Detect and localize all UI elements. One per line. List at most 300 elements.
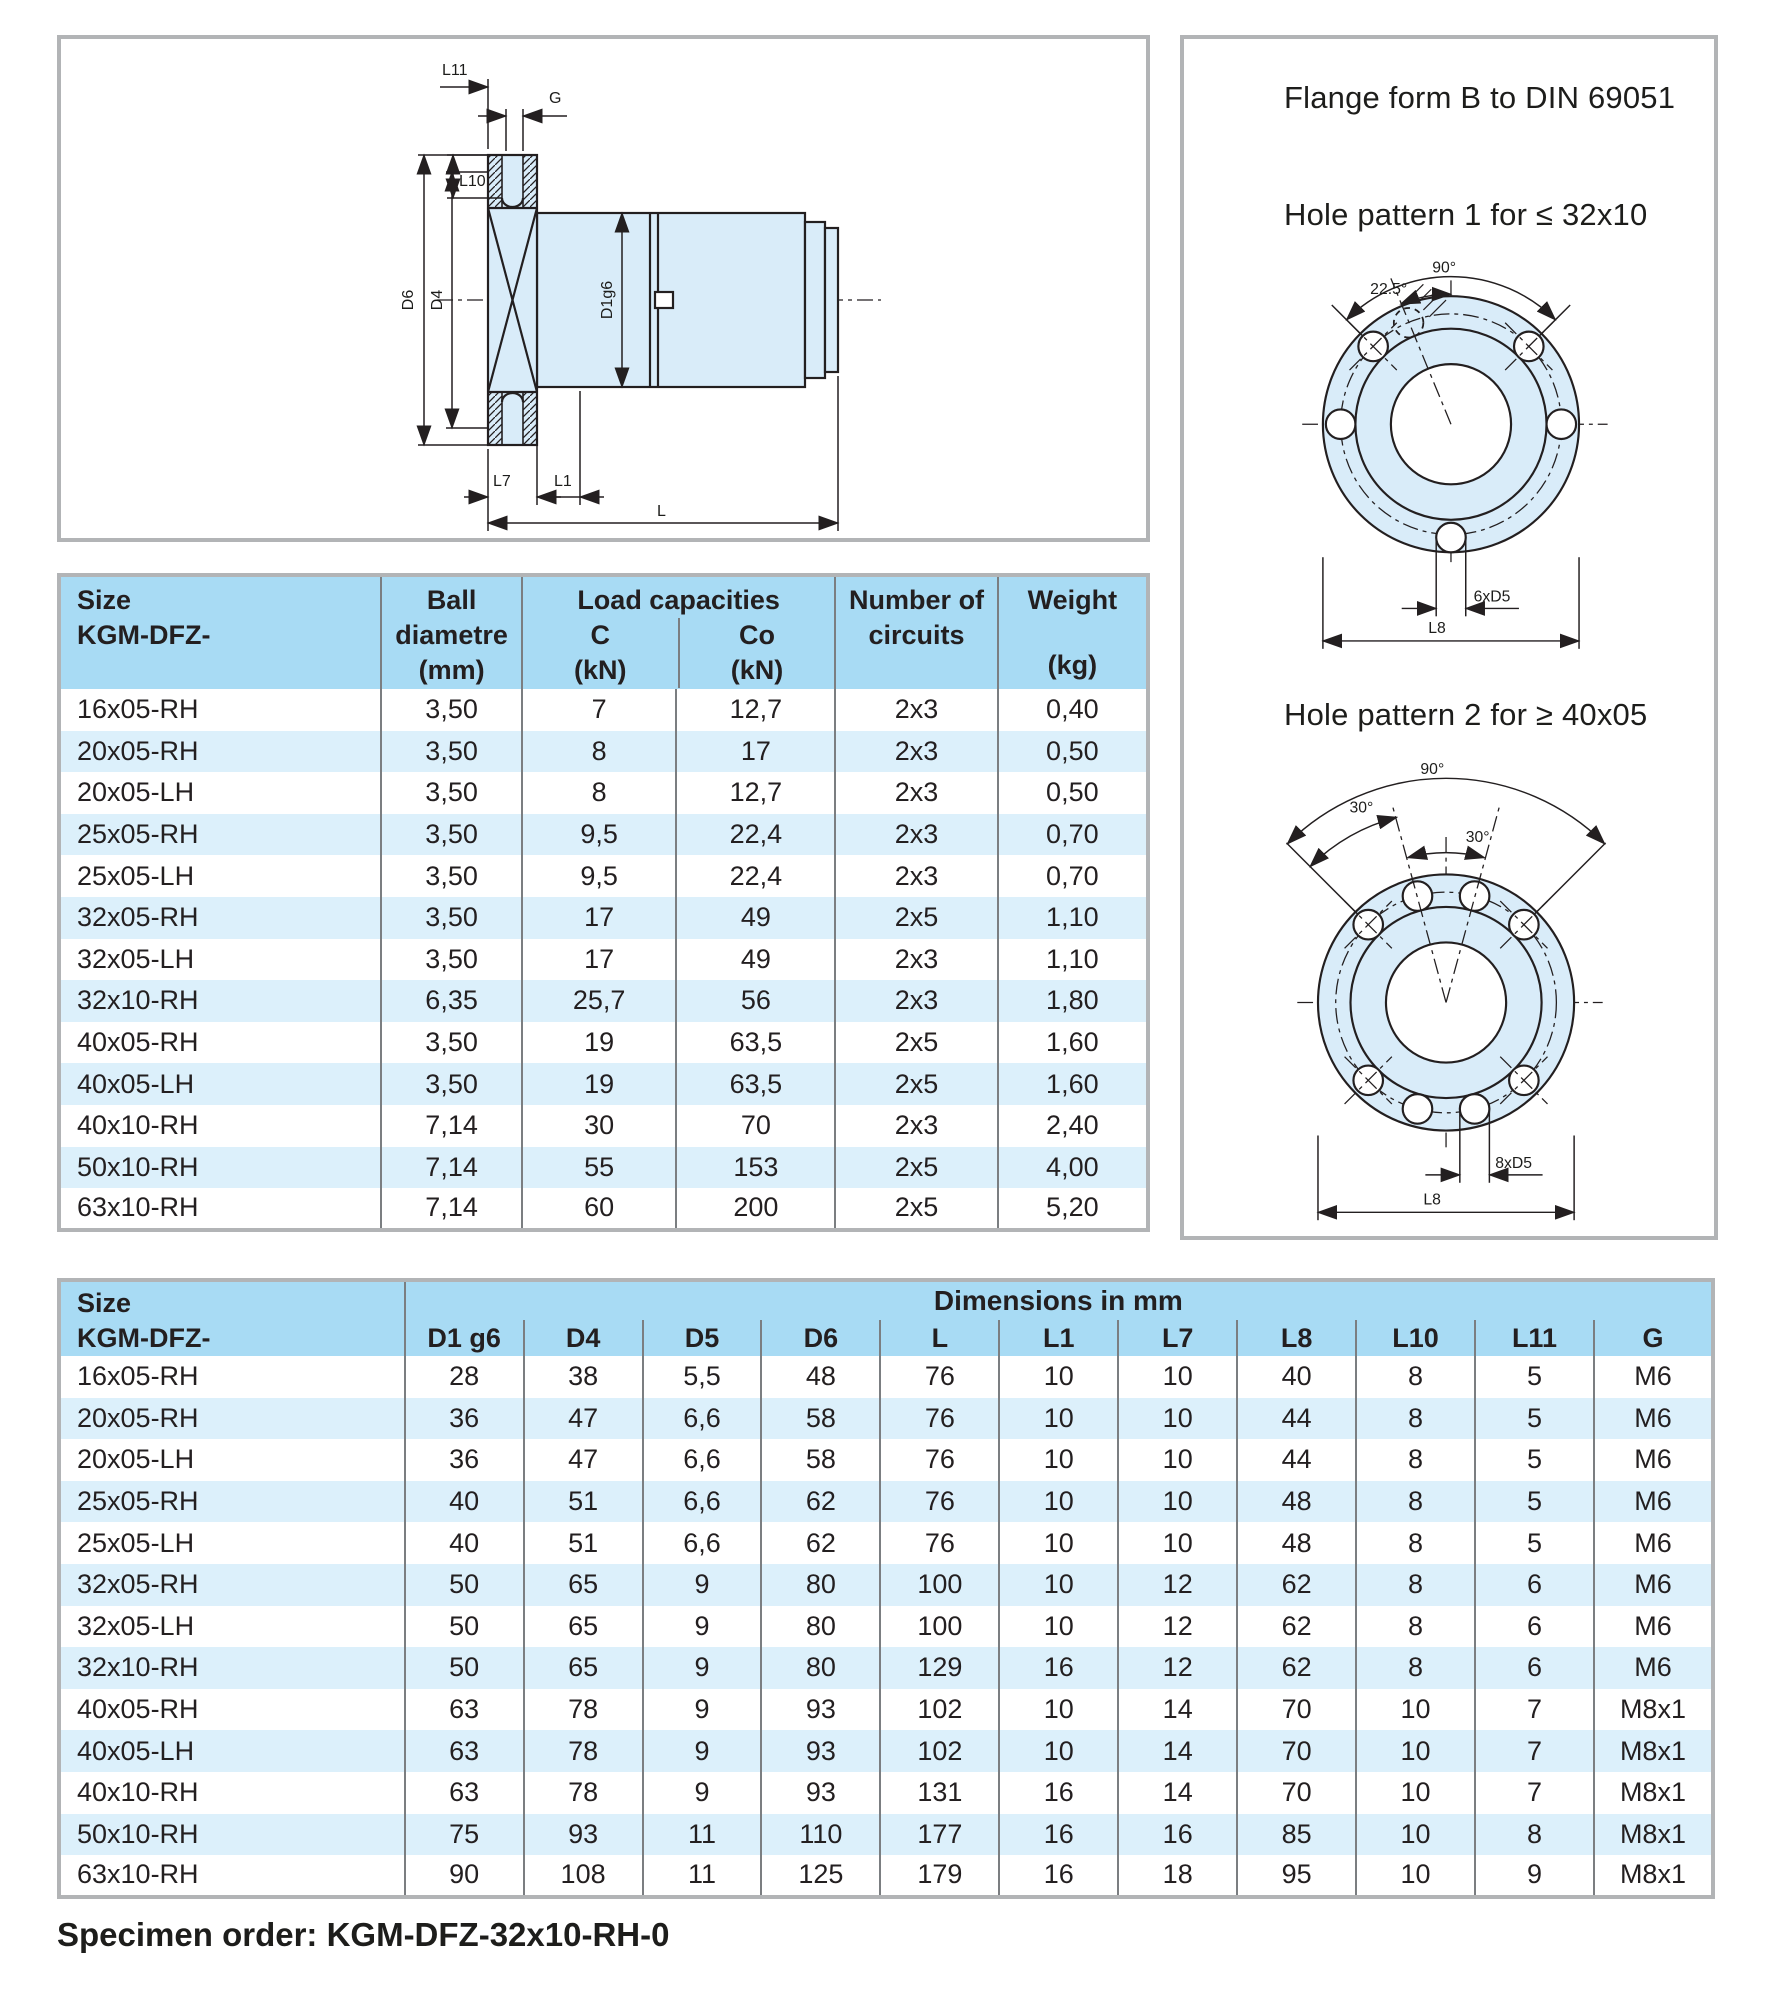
- l7-cell: 12: [1118, 1647, 1237, 1689]
- circuits-cell: 2x3: [835, 980, 997, 1022]
- d6-cell: 110: [761, 1814, 880, 1856]
- l-cell: 129: [880, 1647, 999, 1689]
- table-row: [59, 1439, 1713, 1481]
- weight-cell: 2,40: [998, 1105, 1148, 1147]
- l8-cell: 48: [1237, 1481, 1356, 1523]
- l8-label-p2: L8: [1423, 1191, 1441, 1209]
- ball-diameter-cell: 3,50: [381, 814, 521, 856]
- l10-cell: 8: [1356, 1398, 1475, 1440]
- l1-cell: 16: [999, 1855, 1118, 1897]
- l10-cell: 10: [1356, 1772, 1475, 1814]
- size-cell: 20x05-LH: [77, 1444, 195, 1475]
- circuits-cell: 2x3: [835, 772, 997, 814]
- weight-cell: 0,40: [998, 689, 1148, 731]
- table-row: [59, 1147, 1148, 1189]
- size-cell: 32x10-RH: [77, 985, 199, 1016]
- ball-diameter-cell: 7,14: [381, 1147, 521, 1189]
- d4-cell: 38: [524, 1356, 643, 1398]
- d6-cell: 80: [761, 1647, 880, 1689]
- table-row: [59, 1564, 1713, 1606]
- g-cell: M8x1: [1594, 1814, 1713, 1856]
- l7-cell: 10: [1118, 1398, 1237, 1440]
- l8-label-p1: L8: [1428, 620, 1446, 638]
- hole-pattern-2-heading: Hole pattern 2 for ≥ 40x05: [1284, 697, 1648, 732]
- d6-cell: 58: [761, 1398, 880, 1440]
- load-co-cell: 17: [676, 731, 835, 773]
- l11-cell: 6: [1475, 1647, 1594, 1689]
- l10-cell: 10: [1356, 1814, 1475, 1856]
- d5-cell: 9: [643, 1647, 762, 1689]
- d4-cell: 65: [524, 1606, 643, 1648]
- load-c-cell: 25,7: [522, 980, 677, 1022]
- size-cell: 32x10-RH: [77, 1652, 199, 1683]
- circuits-cell: 2x3: [835, 939, 997, 981]
- d5-cell: 6,6: [643, 1398, 762, 1440]
- weight-cell: 1,10: [998, 897, 1148, 939]
- l8-cell: 95: [1237, 1855, 1356, 1897]
- flange-hole-pattern-panel: [1180, 35, 1718, 1240]
- dim-label-d1g6: D1g6: [599, 280, 616, 320]
- dimension-column-header: L8: [1237, 1320, 1356, 1356]
- l-cell: 76: [880, 1356, 999, 1398]
- l10-cell: 8: [1356, 1522, 1475, 1564]
- l11-cell: 5: [1475, 1439, 1594, 1481]
- l11-cell: 7: [1475, 1772, 1594, 1814]
- load-co-cell: 153: [676, 1147, 835, 1189]
- hole-pattern-2-diagram: [1286, 761, 1605, 1220]
- l8-cell: 70: [1237, 1689, 1356, 1731]
- size-cell: 16x05-RH: [77, 694, 199, 725]
- circuits-cell: 2x3: [835, 689, 997, 731]
- l1-cell: 10: [999, 1606, 1118, 1648]
- end-cap: [825, 228, 838, 372]
- nut-cross-section-drawing: [61, 39, 1146, 538]
- table-row: [59, 1022, 1148, 1064]
- d4-cell: 78: [524, 1772, 643, 1814]
- l-cell: 102: [880, 1730, 999, 1772]
- dimension-column-header: L10: [1356, 1320, 1475, 1356]
- size-cell: 40x10-RH: [77, 1777, 199, 1808]
- l-cell: 76: [880, 1522, 999, 1564]
- load-co-cell: 12,7: [676, 772, 835, 814]
- weight-cell: 5,20: [998, 1188, 1148, 1230]
- ball-diameter-cell: 7,14: [381, 1105, 521, 1147]
- dim-label-l: L: [657, 503, 666, 520]
- l10-cell: 8: [1356, 1606, 1475, 1648]
- dim-label-l10: L10: [459, 173, 486, 190]
- l11-cell: 5: [1475, 1398, 1594, 1440]
- dim-label-d6: D6: [400, 289, 417, 311]
- l7-cell: 12: [1118, 1606, 1237, 1648]
- d1g6-cell: 63: [405, 1772, 524, 1814]
- d1g6-cell: 36: [405, 1398, 524, 1440]
- weight-cell: 0,50: [998, 731, 1148, 773]
- d5-cell: 9: [643, 1772, 762, 1814]
- l-cell: 131: [880, 1772, 999, 1814]
- dim-label-g: G: [549, 90, 562, 107]
- l10-cell: 10: [1356, 1855, 1475, 1897]
- l1-cell: 10: [999, 1730, 1118, 1772]
- d4-cell: 65: [524, 1647, 643, 1689]
- angle-90-label-p2: 90°: [1420, 760, 1445, 778]
- size-cell: 16x05-RH: [77, 1361, 199, 1392]
- load-co-cell: 49: [676, 897, 835, 939]
- hole-pattern-1-diagram: [1302, 260, 1607, 649]
- l7-cell: 10: [1118, 1522, 1237, 1564]
- d6-cell: 80: [761, 1606, 880, 1648]
- key-slot: [655, 292, 673, 308]
- circuits-cell: 2x3: [835, 855, 997, 897]
- size-cell: 63x10-RH: [77, 1192, 199, 1223]
- d4-cell: 51: [524, 1522, 643, 1564]
- ball-diameter-cell: 6,35: [381, 980, 521, 1022]
- l11-cell: 7: [1475, 1730, 1594, 1772]
- table-row: [59, 855, 1148, 897]
- l11-cell: 9: [1475, 1855, 1594, 1897]
- table-row: [59, 1814, 1713, 1856]
- l-cell: 179: [880, 1855, 999, 1897]
- size-cell: 25x05-LH: [77, 860, 195, 891]
- l10-cell: 10: [1356, 1689, 1475, 1731]
- size-cell: 32x05-LH: [77, 1610, 195, 1641]
- d5-cell: 6,6: [643, 1522, 762, 1564]
- table-row: [59, 1063, 1148, 1105]
- g-cell: M6: [1594, 1564, 1713, 1606]
- load-co-cell: 56: [676, 980, 835, 1022]
- l11-cell: 5: [1475, 1522, 1594, 1564]
- size-cell: 20x05-LH: [77, 777, 195, 808]
- header-ball-diameter: Ball diametre (mm): [381, 575, 521, 689]
- table-row: [59, 897, 1148, 939]
- d1g6-cell: 40: [405, 1481, 524, 1523]
- d5-cell: 5,5: [643, 1356, 762, 1398]
- table-row: [59, 1855, 1713, 1897]
- table-row: [59, 1772, 1713, 1814]
- g-cell: M8x1: [1594, 1772, 1713, 1814]
- table-row: [59, 772, 1148, 814]
- l10-cell: 8: [1356, 1647, 1475, 1689]
- size-cell: 25x05-RH: [77, 1486, 199, 1517]
- holes-label-p2: 8xD5: [1495, 1154, 1533, 1172]
- size-cell: 40x05-RH: [77, 1027, 199, 1058]
- l1-cell: 10: [999, 1439, 1118, 1481]
- l8-cell: 62: [1237, 1647, 1356, 1689]
- d5-cell: 6,6: [643, 1439, 762, 1481]
- d6-cell: 93: [761, 1730, 880, 1772]
- ball-diameter-cell: 3,50: [381, 731, 521, 773]
- l-cell: 100: [880, 1606, 999, 1648]
- load-c-cell: 19: [522, 1022, 677, 1064]
- dimension-column-header: G: [1594, 1320, 1713, 1356]
- d4-cell: 47: [524, 1439, 643, 1481]
- header-size-line1: Size: [77, 585, 132, 615]
- g-cell: M6: [1594, 1522, 1713, 1564]
- dimension-column-header: D1 g6: [405, 1320, 524, 1356]
- l1-cell: 10: [999, 1398, 1118, 1440]
- ball-diameter-cell: 3,50: [381, 939, 521, 981]
- l1-cell: 10: [999, 1481, 1118, 1523]
- table-row: [59, 980, 1148, 1022]
- load-c-cell: 30: [522, 1105, 677, 1147]
- table-row: [59, 1105, 1148, 1147]
- d6-cell: 62: [761, 1481, 880, 1523]
- g-cell: M8x1: [1594, 1855, 1713, 1897]
- size-cell: 32x05-RH: [77, 902, 199, 933]
- ball-diameter-cell: 3,50: [381, 689, 521, 731]
- nut-cross-section-panel: [57, 35, 1150, 542]
- l10-cell: 8: [1356, 1564, 1475, 1606]
- weight-cell: 0,70: [998, 855, 1148, 897]
- load-c-cell: 19: [522, 1063, 677, 1105]
- size-cell: 20x05-RH: [77, 1402, 199, 1433]
- d5-cell: 9: [643, 1730, 762, 1772]
- size-cell: 25x05-LH: [77, 1527, 195, 1558]
- ball-diameter-cell: 3,50: [381, 1022, 521, 1064]
- d1g6-cell: 63: [405, 1730, 524, 1772]
- d1g6-cell: 50: [405, 1606, 524, 1648]
- d1g6-cell: 75: [405, 1814, 524, 1856]
- circuits-cell: 2x3: [835, 1105, 997, 1147]
- angle-90-label-p1: 90°: [1432, 259, 1457, 277]
- l1-cell: 10: [999, 1356, 1118, 1398]
- table-row: [59, 1356, 1713, 1398]
- dimension-column-header: D6: [761, 1320, 880, 1356]
- g-cell: M6: [1594, 1398, 1713, 1440]
- d1g6-cell: 28: [405, 1356, 524, 1398]
- d6-cell: 58: [761, 1439, 880, 1481]
- flange-form-title: Flange form B to DIN 69051: [1284, 80, 1676, 115]
- load-c-cell: 55: [522, 1147, 677, 1189]
- d1g6-cell: 50: [405, 1647, 524, 1689]
- l10-cell: 8: [1356, 1356, 1475, 1398]
- l7-cell: 18: [1118, 1855, 1237, 1897]
- circuits-cell: 2x3: [835, 731, 997, 773]
- circuits-cell: 2x3: [835, 814, 997, 856]
- weight-cell: 4,00: [998, 1147, 1148, 1189]
- l-cell: 76: [880, 1481, 999, 1523]
- size-cell: 32x05-LH: [77, 943, 195, 974]
- d5-cell: 9: [643, 1689, 762, 1731]
- table-row: [59, 689, 1148, 731]
- weight-cell: 0,50: [998, 772, 1148, 814]
- size-cell: 20x05-RH: [77, 735, 199, 766]
- header-circuits: Number of circuits: [835, 575, 997, 689]
- d6-cell: 48: [761, 1356, 880, 1398]
- specimen-order-text: Specimen order: KGM-DFZ-32x10-RH-0: [57, 1916, 670, 1953]
- size-cell: 50x10-RH: [77, 1818, 199, 1849]
- d6-cell: 62: [761, 1522, 880, 1564]
- circuits-cell: 2x5: [835, 1188, 997, 1230]
- l1-cell: 16: [999, 1814, 1118, 1856]
- hole-pattern-diagrams: [1184, 39, 1714, 1236]
- dimension-column-header: L7: [1118, 1320, 1237, 1356]
- load-co-cell: 49: [676, 939, 835, 981]
- l8-cell: 70: [1237, 1730, 1356, 1772]
- d1g6-cell: 36: [405, 1439, 524, 1481]
- weight-cell: 1,10: [998, 939, 1148, 981]
- g-cell: M6: [1594, 1606, 1713, 1648]
- load-c-cell: 60: [522, 1188, 677, 1230]
- l8-cell: 62: [1237, 1606, 1356, 1648]
- size-cell: 40x10-RH: [77, 1110, 199, 1141]
- l10-cell: 8: [1356, 1439, 1475, 1481]
- weight-cell: 1,80: [998, 980, 1148, 1022]
- l8-cell: 48: [1237, 1522, 1356, 1564]
- load-co-cell: 63,5: [676, 1022, 835, 1064]
- load-c-cell: 8: [522, 731, 677, 773]
- d6-cell: 80: [761, 1564, 880, 1606]
- header-load-capacities: Load capacities C (kN) Co (kN): [522, 575, 836, 689]
- ball-diameter-cell: 3,50: [381, 772, 521, 814]
- header-size-line2: KGM-DFZ-: [77, 620, 211, 650]
- l1-cell: 10: [999, 1689, 1118, 1731]
- ball-diameter-cell: 7,14: [381, 1188, 521, 1230]
- load-co-cell: 22,4: [676, 814, 835, 856]
- load-c-cell: 7: [522, 689, 677, 731]
- size-cell: 50x10-RH: [77, 1151, 199, 1182]
- table-row: [59, 814, 1148, 856]
- header-dimensions: Dimensions in mm: [405, 1280, 1713, 1320]
- circuits-cell: 2x5: [835, 1063, 997, 1105]
- l11-cell: 7: [1475, 1689, 1594, 1731]
- table-row: [59, 1647, 1713, 1689]
- d1g6-cell: 90: [405, 1855, 524, 1897]
- size-cell: 40x05-LH: [77, 1735, 195, 1766]
- l11-cell: 6: [1475, 1606, 1594, 1648]
- g-cell: M6: [1594, 1647, 1713, 1689]
- load-co-cell: 63,5: [676, 1063, 835, 1105]
- l11-cell: 5: [1475, 1481, 1594, 1523]
- l1-cell: 16: [999, 1647, 1118, 1689]
- dim-label-l11: L11: [442, 62, 468, 79]
- l11-cell: 8: [1475, 1814, 1594, 1856]
- d1g6-cell: 63: [405, 1689, 524, 1731]
- dimension-column-header: L1: [999, 1320, 1118, 1356]
- table-row: [59, 1398, 1713, 1440]
- l-cell: 76: [880, 1398, 999, 1440]
- angle-225-label: 22.5°: [1370, 281, 1408, 299]
- table-row: [59, 1188, 1148, 1230]
- circuits-cell: 2x5: [835, 897, 997, 939]
- l11-cell: 6: [1475, 1564, 1594, 1606]
- angle-30-right-label: 30°: [1465, 828, 1490, 846]
- l7-cell: 14: [1118, 1730, 1237, 1772]
- weight-cell: 1,60: [998, 1063, 1148, 1105]
- size-cell: 40x05-RH: [77, 1694, 199, 1725]
- d1g6-cell: 50: [405, 1564, 524, 1606]
- l-cell: 102: [880, 1689, 999, 1731]
- d6-cell: 93: [761, 1772, 880, 1814]
- size-cell: 32x05-RH: [77, 1569, 199, 1600]
- d1g6-cell: 40: [405, 1522, 524, 1564]
- d4-cell: 51: [524, 1481, 643, 1523]
- circuits-cell: 2x5: [835, 1022, 997, 1064]
- weight-cell: 1,60: [998, 1022, 1148, 1064]
- size-cell: 25x05-RH: [77, 819, 199, 850]
- table-row: [59, 1606, 1713, 1648]
- g-cell: M6: [1594, 1481, 1713, 1523]
- dim-label-l1: L1: [554, 473, 572, 490]
- hole-pattern-1-heading: Hole pattern 1 for ≤ 32x10: [1284, 197, 1648, 232]
- l11-cell: 5: [1475, 1356, 1594, 1398]
- l7-cell: 10: [1118, 1481, 1237, 1523]
- table-row: [59, 731, 1148, 773]
- load-c-cell: 8: [522, 772, 677, 814]
- g-cell: M6: [1594, 1356, 1713, 1398]
- holes-label-p1: 6xD5: [1473, 588, 1511, 606]
- table-row: [59, 1689, 1713, 1731]
- ball-diameter-cell: 3,50: [381, 1063, 521, 1105]
- dimension-column-header: D4: [524, 1320, 643, 1356]
- header-weight: Weight (kg): [998, 575, 1148, 689]
- table-row: [59, 1481, 1713, 1523]
- table-row: [59, 1730, 1713, 1772]
- d4-cell: 78: [524, 1689, 643, 1731]
- l7-cell: 10: [1118, 1439, 1237, 1481]
- weight-cell: 0,70: [998, 814, 1148, 856]
- d5-cell: 6,6: [643, 1481, 762, 1523]
- l-cell: 76: [880, 1439, 999, 1481]
- dimension-column-header: L11: [1475, 1320, 1594, 1356]
- circuits-cell: 2x5: [835, 1147, 997, 1189]
- dimension-column-header: D5: [643, 1320, 762, 1356]
- dimension-column-header: L: [880, 1320, 999, 1356]
- load-c-cell: 9,5: [522, 814, 677, 856]
- d4-cell: 65: [524, 1564, 643, 1606]
- d6-cell: 93: [761, 1689, 880, 1731]
- l10-cell: 10: [1356, 1730, 1475, 1772]
- d4-cell: 108: [524, 1855, 643, 1897]
- header-size: Size KGM-DFZ-: [59, 1280, 405, 1356]
- l10-cell: 8: [1356, 1481, 1475, 1523]
- d5-cell: 11: [643, 1814, 762, 1856]
- load-co-cell: 12,7: [676, 689, 835, 731]
- dim-label-l7: L7: [493, 473, 511, 490]
- l7-cell: 16: [1118, 1814, 1237, 1856]
- l8-cell: 70: [1237, 1772, 1356, 1814]
- end-ring: [805, 222, 825, 378]
- g-cell: M8x1: [1594, 1689, 1713, 1731]
- l-cell: 100: [880, 1564, 999, 1606]
- l7-cell: 12: [1118, 1564, 1237, 1606]
- load-capacity-table: [57, 573, 1150, 1232]
- d6-cell: 125: [761, 1855, 880, 1897]
- d5-cell: 9: [643, 1606, 762, 1648]
- l1-cell: 10: [999, 1564, 1118, 1606]
- dim-label-d4: D4: [429, 289, 446, 311]
- load-c-cell: 17: [522, 897, 677, 939]
- table-row: [59, 1522, 1713, 1564]
- d4-cell: 47: [524, 1398, 643, 1440]
- l8-cell: 40: [1237, 1356, 1356, 1398]
- ball-diameter-cell: 3,50: [381, 855, 521, 897]
- l7-cell: 10: [1118, 1356, 1237, 1398]
- d4-cell: 78: [524, 1730, 643, 1772]
- l1-cell: 10: [999, 1522, 1118, 1564]
- l-cell: 177: [880, 1814, 999, 1856]
- size-cell: 63x10-RH: [77, 1859, 199, 1890]
- l8-cell: 44: [1237, 1398, 1356, 1440]
- d5-cell: 11: [643, 1855, 762, 1897]
- g-cell: M8x1: [1594, 1730, 1713, 1772]
- l8-cell: 85: [1237, 1814, 1356, 1856]
- size-cell: 40x05-LH: [77, 1068, 195, 1099]
- d4-cell: 93: [524, 1814, 643, 1856]
- ball-diameter-cell: 3,50: [381, 897, 521, 939]
- g-cell: M6: [1594, 1439, 1713, 1481]
- l7-cell: 14: [1118, 1689, 1237, 1731]
- load-co-cell: 200: [676, 1188, 835, 1230]
